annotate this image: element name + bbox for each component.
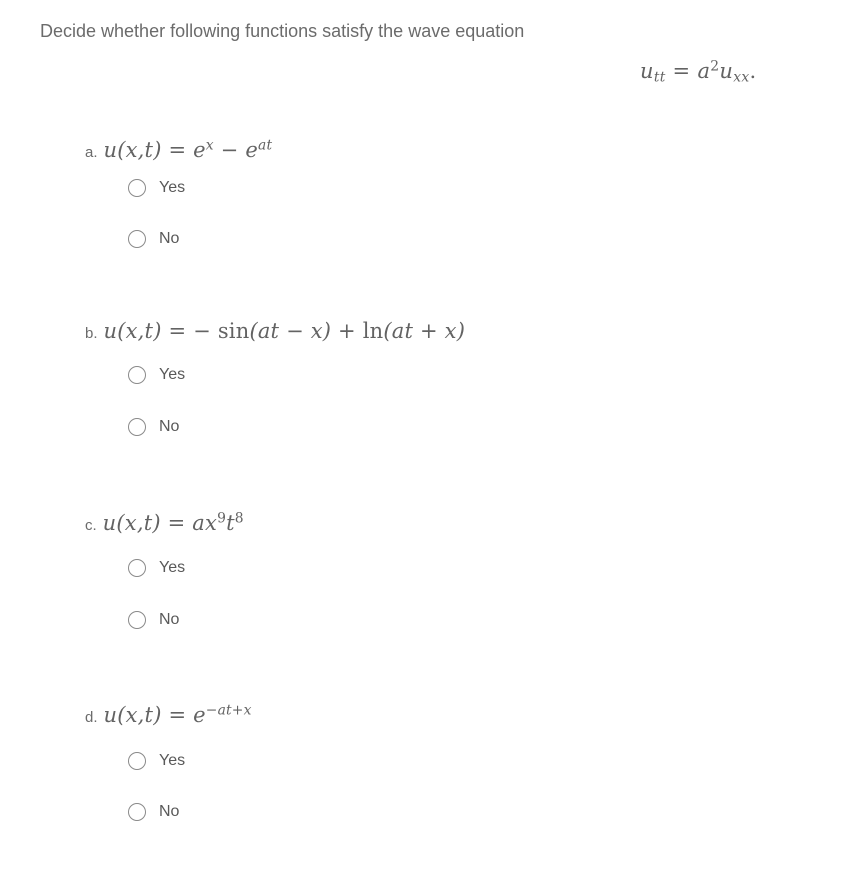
math-part: . [749, 59, 757, 83]
option-yes-question-c[interactable] [128, 557, 185, 579]
radio-yes-label-question-c: Yes [159, 559, 186, 576]
radio-no-label-question-d: No [159, 803, 180, 820]
math-part: u(x,t) = e [103, 703, 206, 727]
radio-no-question-d[interactable] [128, 803, 146, 821]
option-yes-question-a[interactable] [128, 177, 185, 199]
math-part: at [257, 137, 273, 154]
radio-no-label-question-b: No [159, 418, 180, 435]
math-part: (at − x) + [249, 319, 363, 343]
question-prompt: Decide whether following functions satisfy the wave equation [40, 21, 525, 41]
question-c-formula [103, 510, 244, 536]
math-part: − e [213, 138, 258, 162]
math-part: u(x,t) = ax [102, 511, 218, 535]
math-part: 8 [234, 510, 244, 527]
math-part: x [205, 137, 214, 154]
radio-yes-question-c[interactable] [128, 559, 146, 577]
question-c-label: c. [85, 517, 97, 534]
radio-yes-question-a[interactable] [128, 179, 146, 197]
math-part: u(x,t) = − [103, 319, 218, 343]
math-part: ln [362, 319, 384, 343]
question-b-formula [104, 318, 466, 344]
radio-yes-label-question-b: Yes [159, 366, 186, 383]
math-part: a [697, 59, 711, 83]
math-part: (at + x) [383, 319, 466, 343]
math-part: −at+x [205, 702, 252, 719]
question-d-label: d. [85, 709, 98, 726]
math-part: tt [653, 69, 666, 86]
option-no-question-a[interactable] [128, 228, 179, 250]
wave-equation [640, 58, 756, 84]
radio-no-question-c[interactable] [128, 611, 146, 629]
math-part: 9 [217, 510, 227, 527]
radio-no-label-question-a: No [159, 230, 180, 247]
question-d-formula [104, 702, 252, 728]
math-part: 2 [710, 58, 720, 75]
question-d [85, 702, 252, 731]
math-part: = [665, 59, 698, 83]
math-part: u [640, 59, 654, 83]
question-a [85, 137, 272, 166]
radio-no-question-a[interactable] [128, 230, 146, 248]
math-part: u(x,t) = e [103, 138, 206, 162]
option-yes-question-b[interactable] [128, 364, 185, 386]
option-no-question-c[interactable] [128, 609, 179, 631]
option-no-question-b[interactable] [128, 416, 179, 438]
question-b-label: b. [85, 325, 98, 342]
radio-yes-label-question-d: Yes [159, 752, 186, 769]
option-no-question-d[interactable] [128, 801, 179, 823]
math-part: t [226, 511, 235, 535]
option-yes-question-d[interactable] [128, 750, 185, 772]
math-part: sin [217, 319, 250, 343]
radio-no-question-b[interactable] [128, 418, 146, 436]
math-part: xx [733, 69, 750, 86]
radio-no-label-question-c: No [159, 611, 180, 628]
question-a-label: a. [85, 144, 98, 161]
math-part: u [719, 59, 734, 83]
radio-yes-question-b[interactable] [128, 366, 146, 384]
radio-yes-question-d[interactable] [128, 752, 146, 770]
question-c [85, 510, 244, 539]
question-b [85, 318, 465, 347]
radio-yes-label-question-a: Yes [159, 179, 186, 196]
question-a-formula [104, 137, 273, 163]
